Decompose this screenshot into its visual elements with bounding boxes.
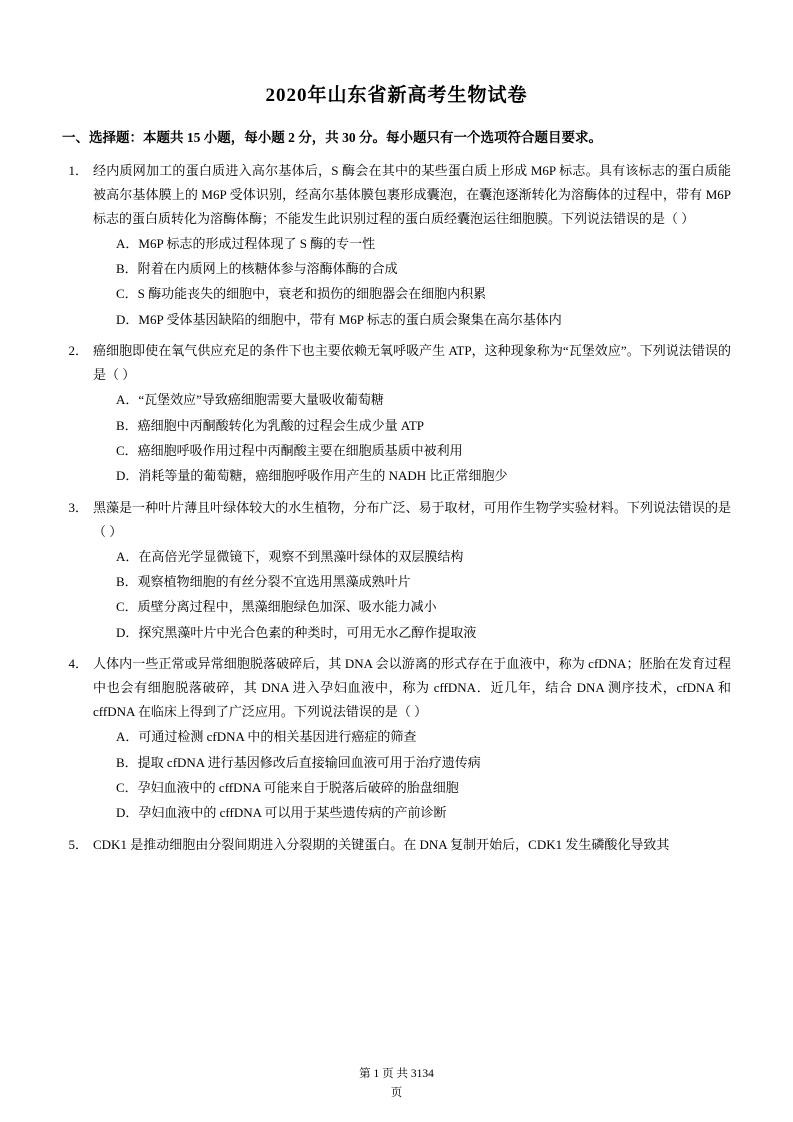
section-heading: 一、选择题：本题共 15 小题，每小题 2 分，共 30 分。每小题只有一个选项符合题目要求。 bbox=[62, 130, 602, 145]
option-b: B．提取 cfDNA 进行基因修改后直接输回血液可用于治疗遗传病 bbox=[116, 754, 481, 770]
page-footer bbox=[0, 1065, 793, 1104]
option-b: B．观察植物细胞的有丝分裂不宜选用黑藻成熟叶片 bbox=[116, 574, 411, 590]
option-c: C．孕妇血液中的 cffDNA 可能来自于脱落后破碎的胎盘细胞 bbox=[116, 779, 459, 795]
footer-page-number: 1 bbox=[373, 1067, 380, 1080]
question-stem bbox=[62, 339, 731, 387]
question-text: 黑藻是一种叶片薄且叶绿体较大的水生植物，分布广泛、易于取材，可用作生物学实验材料。下列说法错误的是（ ） bbox=[93, 499, 731, 539]
question-text: 癌细胞即使在氧气供应充足的条件下也主要依赖无氧呼吸产生 ATP，这种现象称为“瓦堡效应”。下列说法错误的是（ ） bbox=[93, 343, 731, 383]
question-number: 2． bbox=[68, 343, 88, 359]
question-number: 3． bbox=[68, 499, 88, 515]
option-d: D．消耗等量的葡萄糖，癌细胞呼吸作用产生的 NADH 比正常细胞少 bbox=[116, 468, 508, 484]
option-d: D．M6P 受体基因缺陷的细胞中，带有 M6P 标志的蛋白质会聚集在高尔基体内 bbox=[116, 311, 562, 327]
question-stem bbox=[62, 496, 731, 544]
question-stem bbox=[62, 833, 731, 857]
question-number: 5． bbox=[68, 836, 88, 852]
question-text: 经内质网加工的蛋白质进入高尔基体后，S 酶会在其中的某些蛋白质上形成 M6P 标志。具有该标志的蛋白质能被高尔基体膜上的 M6P 受体识别，经高尔基体膜包裹形成囊泡，在囊泡逐渐转化为溶酶体的过程中，带有 M6P 标志的蛋白质转化为溶酶体酶；不能发生此识别过程的蛋白质经囊泡运往细胞膜。下列说法错误的是（ ） bbox=[93, 162, 731, 226]
option-a: A．“瓦堡效应”导致癌细胞需要大量吸收葡萄糖 bbox=[116, 392, 384, 408]
footer-suffix: 页 bbox=[390, 1087, 403, 1100]
question-stem bbox=[62, 159, 731, 231]
option-c: C．癌细胞呼吸作用过程中丙酮酸主要在细胞质基质中被利用 bbox=[116, 442, 463, 458]
question-text: 人体内一些正常或异常细胞脱落破碎后，其 DNA 会以游离的形式存在于血液中，称为 cfDNA；胚胎在发育过程中也会有细胞脱落破碎，其 DNA 进入孕妇血液中，称为 cffDNA．近几年，结合 DNA 测序技术，cfDNA 和 cffDNA 在临床上得到了广泛应用。下列说法错误的是（ ） bbox=[93, 656, 731, 720]
question-4 bbox=[62, 652, 731, 826]
option-d: D．孕妇血液中的 cffDNA 可以用于某些遗传病的产前诊断 bbox=[116, 805, 447, 821]
question-number: 4． bbox=[68, 656, 88, 672]
footer-prefix: 第 bbox=[359, 1067, 371, 1080]
question-number: 1． bbox=[68, 162, 88, 178]
option-a: A．M6P 标志的形成过程体现了 S 酶的专一性 bbox=[116, 235, 376, 251]
question-1 bbox=[62, 159, 731, 333]
option-c: C．S 酶功能丧失的细胞中，衰老和损伤的细胞器会在细胞内积累 bbox=[116, 286, 487, 302]
question-text: CDK1 是推动细胞由分裂间期进入分裂期的关键蛋白。在 DNA 复制开始后，CDK1 发生磷酸化导致其 bbox=[93, 836, 670, 852]
question-stem bbox=[62, 652, 731, 724]
question-3 bbox=[62, 496, 731, 645]
footer-total-pages: 3134 bbox=[410, 1067, 434, 1080]
option-c: C．质壁分离过程中，黑藻细胞绿色加深、吸水能力减小 bbox=[116, 599, 437, 615]
question-5 bbox=[62, 833, 731, 857]
question-2 bbox=[62, 339, 731, 488]
page-title: 2020年山东省新高考生物试卷 bbox=[265, 85, 528, 106]
option-d: D．探究黑藻叶片中光合色素的种类时，可用无水乙醇作提取液 bbox=[116, 624, 477, 640]
footer-mid: 页 共 bbox=[382, 1067, 408, 1080]
option-a: A．在高倍光学显微镜下，观察不到黑藻叶绿体的双层膜结构 bbox=[116, 548, 464, 564]
option-b: B．癌细胞中丙酮酸转化为乳酸的过程会生成少量 ATP bbox=[116, 417, 425, 433]
option-a: A．可通过检测 cfDNA 中的相关基因进行癌症的筛查 bbox=[116, 729, 417, 745]
option-b: B．附着在内质网上的核糖体参与溶酶体酶的合成 bbox=[116, 261, 398, 277]
